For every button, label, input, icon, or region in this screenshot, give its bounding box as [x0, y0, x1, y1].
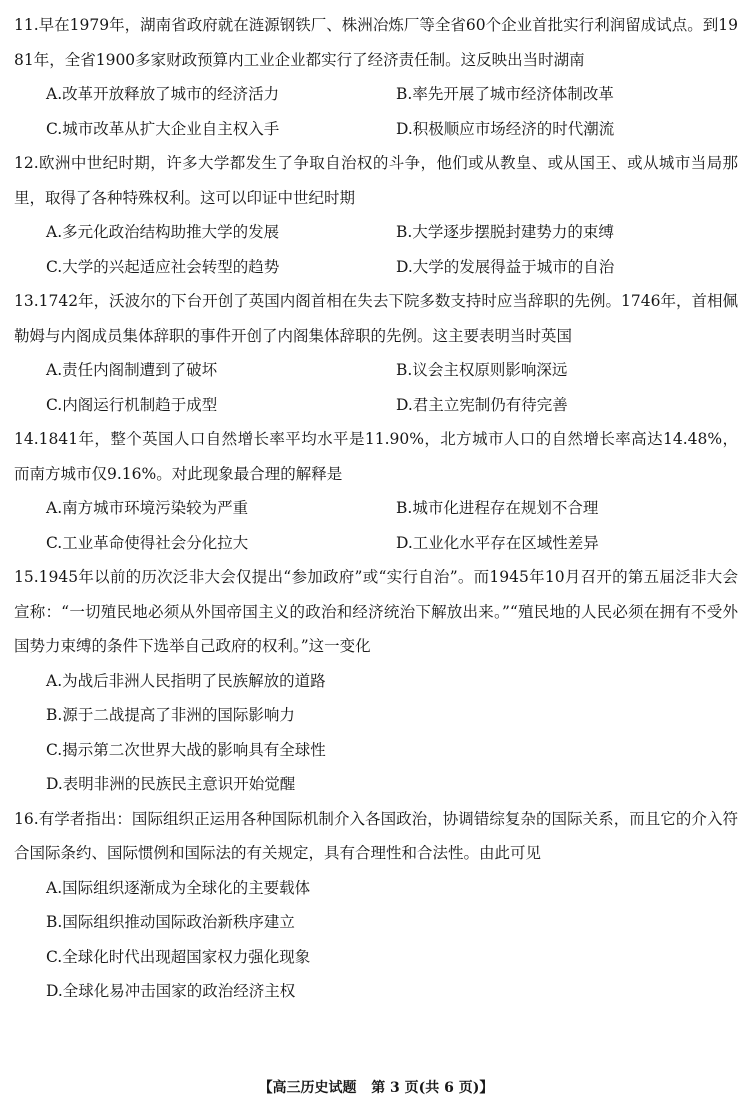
question-14	[14, 422, 738, 560]
option-a[interactable]: A.责任内阁制遭到了破坏	[46, 361, 218, 379]
option-d[interactable]: D.君主立宪制仍有待完善	[396, 395, 568, 414]
question-11	[14, 8, 738, 146]
question-stem: 13.1742年，沃波尔的下台开创了英国内阁首相在失去下院多数支持时应当辞职的先例。1746年，首相佩勒姆与内阁成员集体辞职的事件开创了内阁集体辞职的先例。这主要表明当时英国	[14, 292, 738, 345]
question-stem: 16.有学者指出：国际组织正运用各种国际机制介入各国政治，协调错综复杂的国际关系，而且它的介入符合国际条约、国际惯例和国际法的有关规定，具有合理性和合法性。由此可见	[14, 809, 738, 862]
option-d[interactable]: D.表明非洲的民族民主意识开始觉醒	[46, 775, 296, 793]
option-b[interactable]: B.议会主权原则影响深远	[396, 361, 568, 379]
option-c[interactable]: C.大学的兴起适应社会转型的趋势	[46, 257, 280, 276]
option-b[interactable]: B.大学逐步摆脱封建势力的束缚	[396, 223, 614, 241]
question-12	[14, 146, 738, 284]
option-a[interactable]: A.改革开放释放了城市的经济活力	[46, 85, 280, 103]
option-b[interactable]: B.国际组织推动国际政治新秩序建立	[46, 913, 295, 931]
option-d[interactable]: D.大学的发展得益于城市的自治	[396, 257, 615, 276]
option-c[interactable]: C.城市改革从扩大企业自主权入手	[46, 119, 280, 138]
option-a[interactable]: A.为战后非洲人民指明了民族解放的道路	[46, 671, 326, 690]
option-d[interactable]: D.积极顺应市场经济的时代潮流	[396, 119, 615, 138]
option-d[interactable]: D.全球化易冲击国家的政治经济主权	[46, 982, 296, 1000]
option-c[interactable]: C.揭示第二次世界大战的影响具有全球性	[46, 740, 326, 759]
question-16	[14, 802, 738, 1009]
option-a[interactable]: A.多元化政治结构助推大学的发展	[46, 223, 280, 241]
page-footer	[0, 1077, 752, 1099]
option-list	[14, 664, 738, 802]
option-list	[14, 353, 738, 422]
option-c[interactable]: C.内阁运行机制趋于成型	[46, 395, 218, 414]
option-c[interactable]: C.工业革命使得社会分化拉大	[46, 533, 249, 552]
option-d[interactable]: D.工业化水平存在区域性差异	[396, 533, 599, 552]
option-c[interactable]: C.全球化时代出现超国家权力强化现象	[46, 947, 311, 966]
question-13	[14, 284, 738, 422]
option-list	[14, 215, 738, 284]
question-stem: 15.1945年以前的历次泛非大会仅提出“参加政府”或“实行自治”。而1945年10月召开的第五届泛非大会宣称：“一切殖民地必须从外国帝国主义的政治和经济统治下解放出来。”“殖民地的人民必须在拥有不受外国势力束缚的条件下选举自己政府的权利。”这一变化	[14, 568, 738, 655]
question-stem: 12.欧洲中世纪时期，许多大学都发生了争取自治权的斗争，他们或从教皇、或从国王、或从城市当局那里，取得了各种特殊权利。这可以印证中世纪时期	[14, 154, 738, 207]
option-b[interactable]: B.城市化进程存在规划不合理	[396, 499, 599, 517]
option-a[interactable]: A.国际组织逐渐成为全球化的主要载体	[46, 878, 311, 897]
option-list	[14, 491, 738, 560]
option-list	[14, 871, 738, 1009]
question-stem: 11.早在1979年，湖南省政府就在涟源钢铁厂、株洲冶炼厂等全省60个企业首批实行利润留成试点。到1981年，全省1900多家财政预算内工业企业都实行了经济责任制。这反映出当时湖南	[14, 16, 738, 69]
footer-page-number: 第 3 页(共 6 页)】	[371, 1080, 494, 1096]
option-list	[14, 77, 738, 146]
option-b[interactable]: B.率先开展了城市经济体制改革	[396, 85, 614, 103]
question-stem: 14.1841年，整个英国人口自然增长率平均水平是11.90%，北方城市人口的自然增长率高达14.48%，而南方城市仅9.16%。对此现象最合理的解释是	[14, 430, 738, 483]
footer-title: 【高三历史试题	[258, 1080, 357, 1096]
option-b[interactable]: B.源于二战提高了非洲的国际影响力	[46, 706, 295, 724]
option-a[interactable]: A.南方城市环境污染较为严重	[46, 499, 249, 517]
question-15	[14, 560, 738, 802]
